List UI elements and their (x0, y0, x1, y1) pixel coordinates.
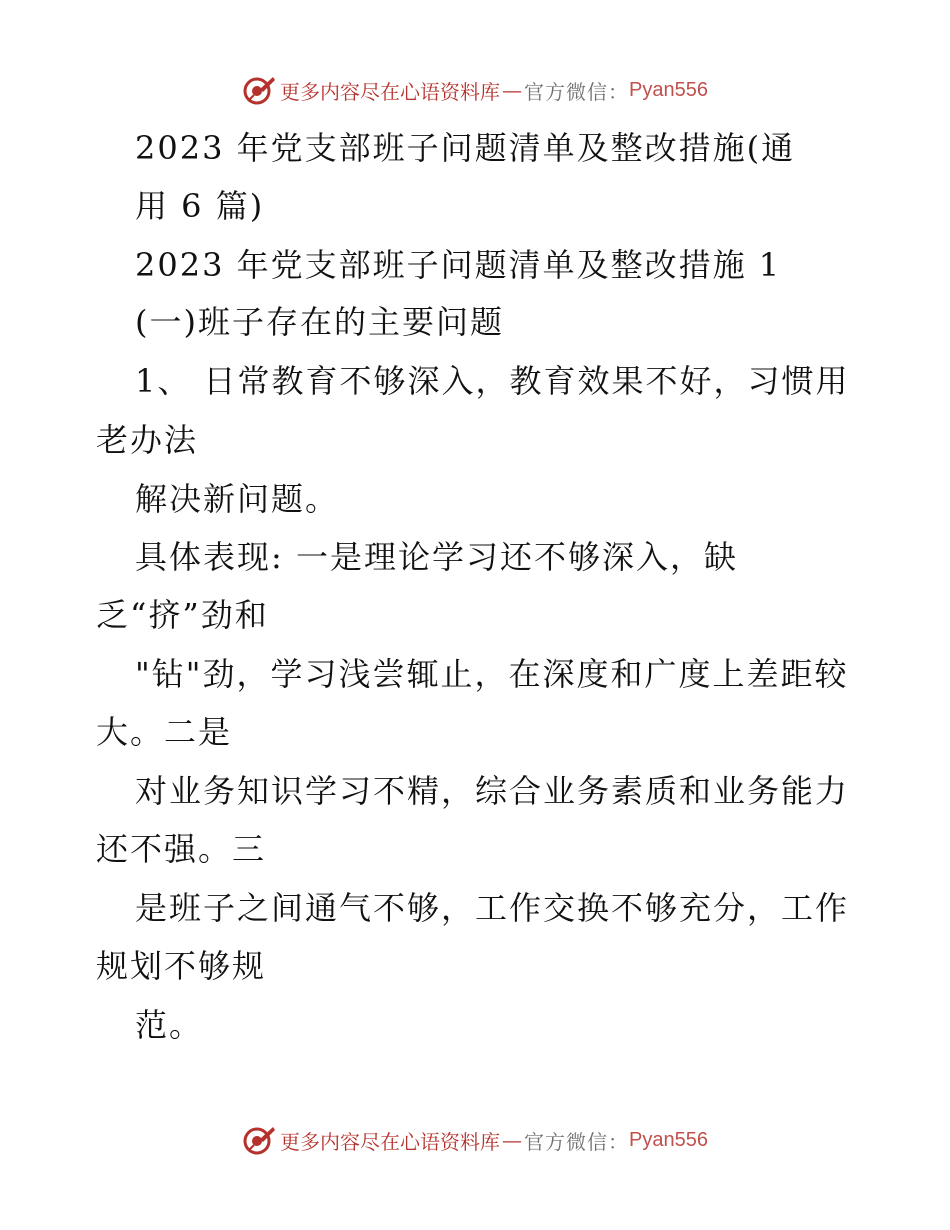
body-line: 大。二是 (96, 713, 233, 751)
brand-dash: — (502, 1128, 523, 1152)
header-watermark (0, 70, 950, 110)
body-line: 具体表现: 一是理论学习还不够深入，缺 (135, 538, 738, 576)
brand-wechat-handle: Pyan556 (629, 1128, 708, 1151)
body-line: 范。 (135, 1006, 204, 1044)
body-line: 1、 日常教育不够深入，教育效果不好，习惯用 (135, 362, 850, 400)
document-title-line-2: 用 6 篇) (135, 187, 265, 225)
body-line: 对业务知识学习不精，综合业务素质和业务能力 (135, 772, 850, 810)
body-line: 还不强。三 (96, 830, 267, 868)
body-line: 老办法 (96, 421, 199, 459)
section-heading: (一)班子存在的主要问题 (135, 303, 504, 341)
brand-text: 更多内容尽在心语资料库 (280, 1129, 501, 1154)
brand-dash: — (502, 78, 523, 102)
brand-text: 更多内容尽在心语资料库 (280, 79, 501, 104)
body-line: 解决新问题。 (135, 480, 340, 518)
document-title-line-1: 2023 年党支部班子问题清单及整改措施(通 (135, 129, 796, 167)
footer-watermark (0, 1120, 950, 1160)
pen-nib-logo-icon (242, 1123, 276, 1157)
body-line: 是班子之间通气不够，工作交换不够充分，工作 (135, 889, 850, 927)
body-line: 乏“挤”劲和 (96, 596, 269, 634)
document-subtitle: 2023 年党支部班子问题清单及整改措施 1 (135, 246, 782, 284)
brand-wechat-label: 官方微信： (524, 1129, 630, 1154)
brand-wechat-handle: Pyan556 (629, 78, 708, 101)
body-line: "钻"劲，学习浅尝辄止，在深度和广度上差距较 (135, 655, 849, 693)
body-line: 规划不够规 (96, 947, 267, 985)
pen-nib-logo-icon (242, 73, 276, 107)
brand-wechat-label: 官方微信： (524, 79, 630, 104)
